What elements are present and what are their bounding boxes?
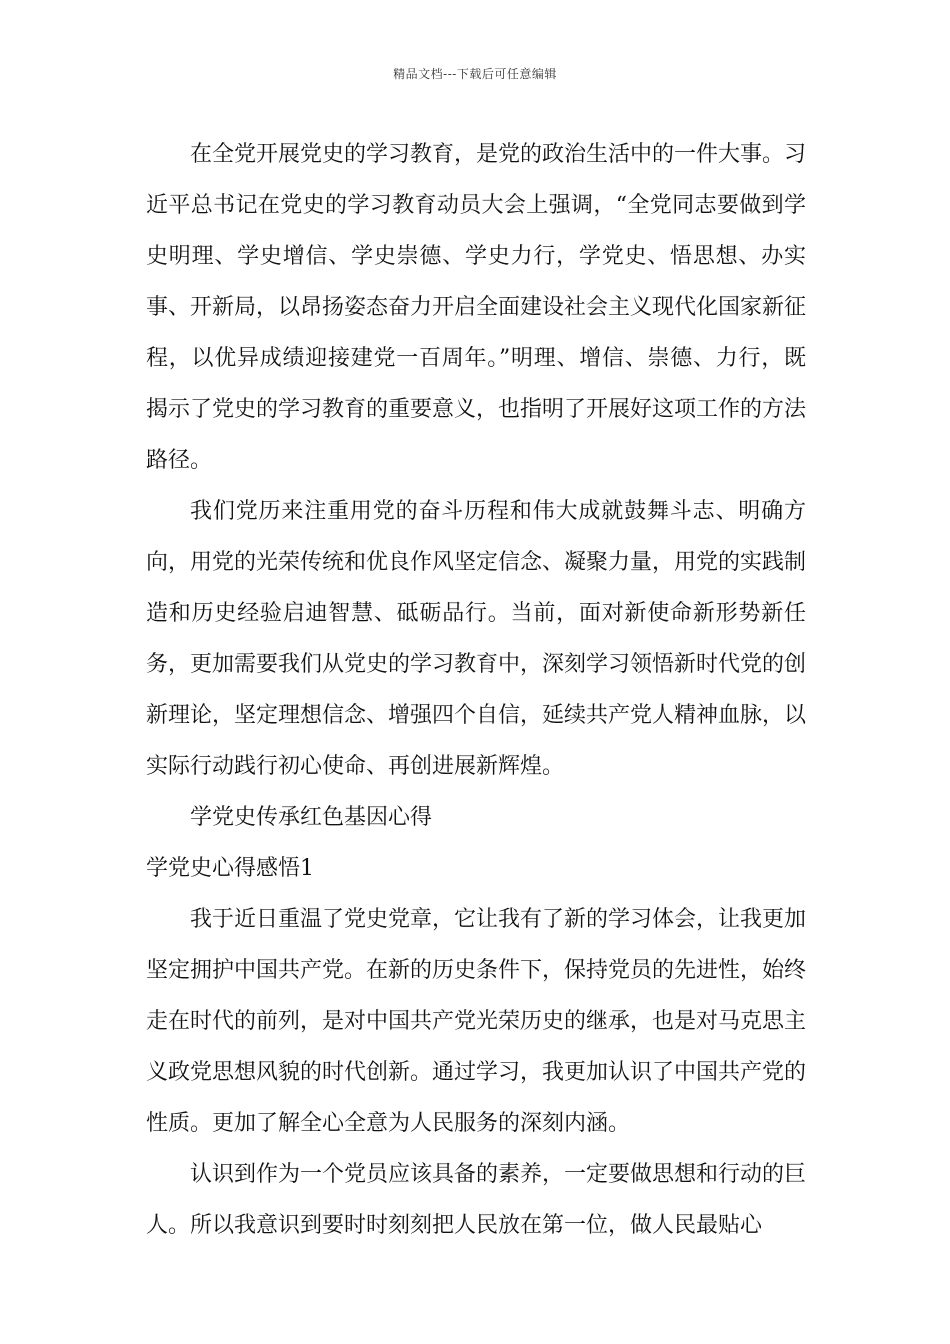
document-body [146,129,806,1251]
paragraph-1: 在全党开展党史的学习教育，是党的政治生活中的一件大事。习近平总书记在党史的学习教育动员大会上强调，“全党同志要做到学史明理、学史增信、学史崇德、学史力行，学党史、悟思想、办实事、开新局，以昂扬姿态奋力开启全面建设社会主义现代化国家新征程，以优异成绩迎接建党一百周年。”明理、增信、崇德、力行，既揭示了党史的学习教育的重要意义，也指明了开展好这项工作的方法路径。 [146,142,807,473]
paragraph-4: 认识到作为一个党员应该具备的素养，一定要做思想和行动的巨人。所以我意识到要时时刻刻把人民放在第一位，做人民最贴心 [146,1162,807,1238]
page-header: 精品文档---下载后可任意编辑 [393,67,557,81]
section-heading: 学党史心得感悟1 [146,856,314,881]
paragraph-2: 我们党历来注重用党的奋斗历程和伟大成就鼓舞斗志、明确方向，用党的光荣传统和优良作风坚定信念、凝聚力量，用党的实践制造和历史经验启迪智慧、砥砺品行。当前，面对新使命新形势新任务，更加需要我们从党史的学习教育中，深刻学习领悟新时代党的创新理论，坚定理想信念、增强四个自信，延续共产党人精神血脉，以实际行动践行初心使命、再创进展新辉煌。 [146,499,807,779]
section-subtitle: 学党史传承红色基因心得 [190,805,433,830]
paragraph-3: 我于近日重温了党史党章，它让我有了新的学习体会，让我更加坚定拥护中国共产党。在新的历史条件下，保持党员的先进性，始终走在时代的前列，是对中国共产党光荣历史的继承，也是对马克思主义政党思想风貌的时代创新。通过学习，我更加认识了中国共产党的性质。更加了解全心全意为人民服务的深刻内涵。 [146,907,807,1136]
